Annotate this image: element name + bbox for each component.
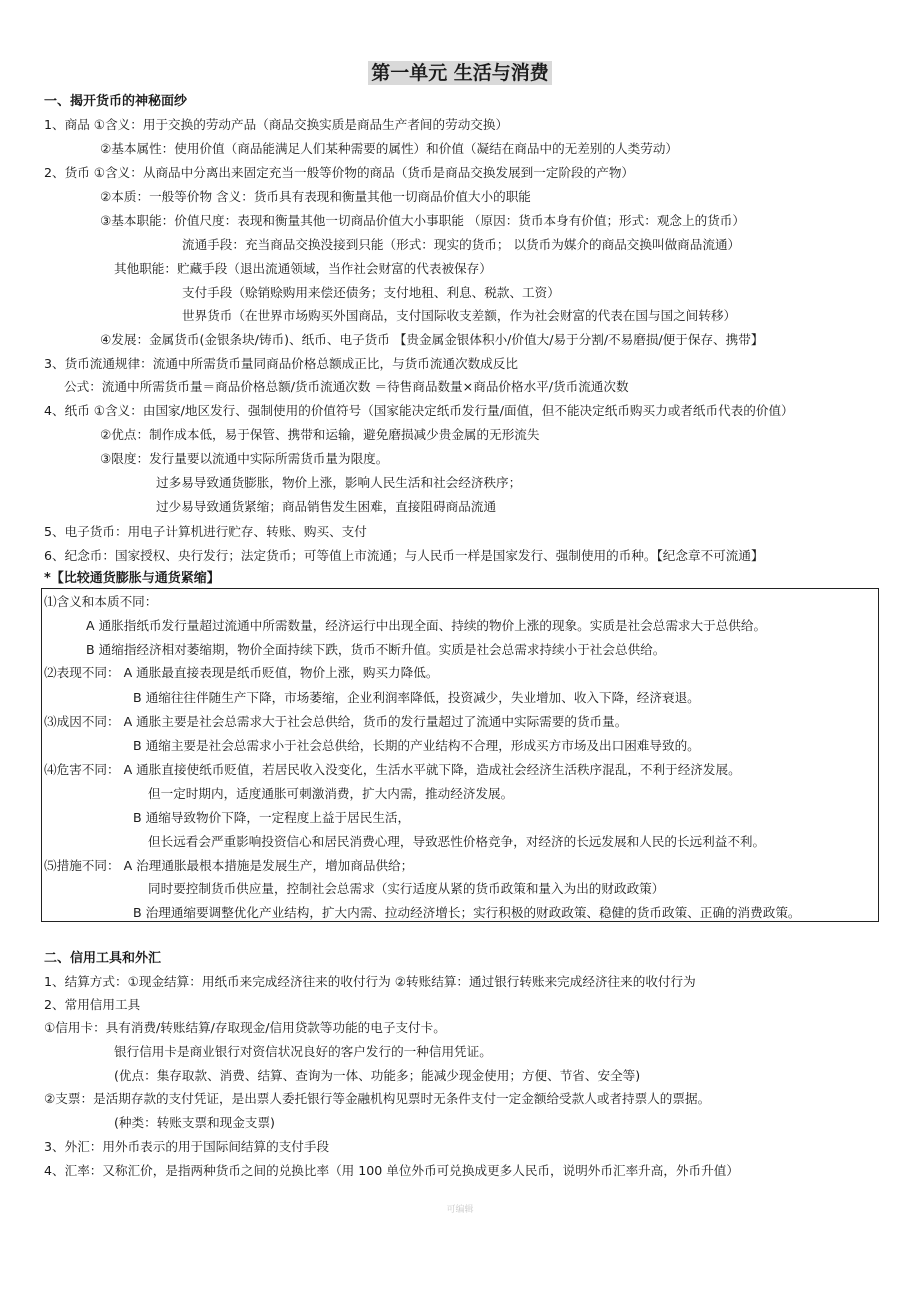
s1-line: ②优点：制作成本低，易于保管、携带和运输，避免磨损减少贵金属的无形流失 — [100, 427, 540, 442]
s2-line: ①信用卡：具有消费/转账结算/存取现金/信用贷款等功能的电子支付卡。 — [44, 1020, 446, 1035]
s1-line: 3、货币流通规律：流通中所需货币量同商品价格总额成正比，与货币流通次数成反比 — [44, 356, 518, 371]
compare-line: B 通缩主要是社会总需求小于社会总供给，长期的产业结构不合理，形成买方市场及出口困难导致的。 — [133, 738, 700, 753]
compare-line: B 通缩指经济相对萎缩期，物价全面持续下跌，货币不断升值。实质是社会总需求持续小于社会总供给。 — [86, 642, 666, 657]
s1-line: ②基本属性：使用价值（商品能满足人们某种需要的属性）和价值（凝结在商品中的无差别的人类劳动） — [100, 141, 679, 156]
s1-line: 4、纸币 ①含义：由国家/地区发行、强制使用的价值符号（国家能决定纸币发行量/面值，但不能决定纸币购买力或者纸币代表的价值） — [44, 403, 794, 418]
compare-line: A 通胀指纸币发行量超过流通中所需数量，经济运行中出现全面、持续的物价上涨的现象。实质是社会总需求大于总供给。 — [86, 618, 767, 633]
s1-line: 1、商品 ①含义：用于交换的劳动产品（商品交换实质是商品生产者间的劳动交换） — [44, 117, 509, 132]
s2-line: 3、外汇：用外币表示的用于国际间结算的支付手段 — [44, 1139, 330, 1154]
s1-line: 世界货币（在世界市场购买外国商品，支付国际收支差额，作为社会财富的代表在国与国之间转移） — [182, 308, 737, 323]
compare-line: B 通缩往往伴随生产下降，市场萎缩，企业利润率降低，投资减少，失业增加、收入下降，经济衰退。 — [133, 690, 700, 705]
s1-line: ②本质：一般等价物 含义：货币具有表现和衡量其他一切商品价值大小的职能 — [100, 189, 531, 204]
s1-line: 2、货币 ①含义：从商品中分离出来固定充当一般等价物的商品（货币是商品交换发展到一定阶段的产物） — [44, 165, 635, 180]
s1-line: 5、电子货币：用电子计算机进行贮存、转账、购买、支付 — [44, 524, 367, 539]
section1-heading: 一、揭开货币的神秘面纱 — [44, 94, 188, 109]
s2-line: 2、常用信用工具 — [44, 997, 141, 1012]
s2-line: 银行信用卡是商业银行对资信状况良好的客户发行的一种信用凭证。 — [114, 1044, 492, 1059]
compare-line: 但长远看会严重影响投资信心和居民消费心理，导致恶性价格竞争，对经济的长远发展和人民的长远利益不利。 — [148, 834, 766, 849]
compare-line: 但一定时期内，适度通胀可刺激消费，扩大内需，推动经济发展。 — [148, 786, 514, 801]
s1-line: 支付手段（赊销赊购用来偿还债务；支付地租、利息、税款、工资） — [182, 285, 560, 300]
s1-line: 过少易导致通货紧缩；商品销售发生困难，直接阻碍商品流通 — [156, 499, 497, 514]
s2-line: ②支票：是活期存款的支付凭证，是出票人委托银行等金融机构见票时无条件支付一定金额给受款人或者持票人的票据。 — [44, 1091, 711, 1106]
s1-line: 公式：流通中所需货币量＝商品价格总额/货币流通次数 ＝待售商品数量×商品价格水平/货币流通次数 — [64, 379, 629, 394]
s1-line: 其他职能：贮藏手段（退出流通领域，当作社会财富的代表被保存） — [114, 261, 492, 276]
s1-line: 6、纪念币：国家授权、央行发行；法定货币；可等值上市流通；与人民币一样是国家发行、强制使用的币种。【纪念章不可流通】 — [44, 548, 764, 563]
compare-line: ⑵表现不同： A 通胀最直接表现是纸币贬值，物价上涨，购买力降低。 — [44, 665, 439, 680]
compare-line: ⑴含义和本质不同： — [44, 594, 158, 609]
compare-line: ⑸措施不同： A 治理通胀最根本措施是发展生产，增加商品供给； — [44, 858, 414, 873]
watermark: 可编辑 — [446, 1205, 474, 1215]
compare-line: ⑷危害不同： A 通胀直接使纸币贬值，若居民收入没变化，生活水平就下降，造成社会经济生活秩序混乱，不利于经济发展。 — [44, 762, 741, 777]
s1-line: 过多易导致通货膨胀，物价上涨，影响人民生活和社会经济秩序； — [156, 475, 522, 490]
section2-heading: 二、信用工具和外汇 — [44, 951, 162, 966]
s2-line: (优点：集存取款、消费、结算、查询为一体、功能多；能减少现金使用；方便、节省、安全等) — [114, 1068, 641, 1083]
s1-line: ④发展：金属货币(金银条块/铸币)、纸币、电子货币 【贵金属金银体积小/价值大/易于分割/不易磨损/便于保存、携带】 — [100, 332, 764, 347]
page-title: 第一单元 生活与消费 — [0, 58, 920, 85]
compare-line: B 通缩导致物价下降，一定程度上益于居民生活， — [133, 810, 411, 825]
s2-line: 4、汇率：又称汇价，是指两种货币之间的兑换比率（用 100 单位外币可兑换成更多人民币，说明外币汇率升高，外币升值） — [44, 1163, 739, 1178]
compare-line: ⑶成因不同： A 通胀主要是社会总需求大于社会总供给，货币的发行量超过了流通中实际需要的货币量。 — [44, 714, 628, 729]
s1-line: 流通手段：充当商品交换没接到只能（形式：现实的货币； 以货币为媒介的商品交换叫做商品流通） — [182, 237, 741, 252]
s2-line: (种类：转账支票和现金支票) — [114, 1115, 275, 1130]
compare-line: B 治理通缩要调整优化产业结构，扩大内需、拉动经济增长；实行积极的财政政策、稳健的货币政策、正确的消费政策。 — [133, 905, 801, 920]
s1-line: ③基本职能：价值尺度：表现和衡量其他一切商品价值大小事职能 （原因：货币本身有价值；形式：观念上的货币） — [100, 213, 745, 228]
compare-heading: *【比较通货膨胀与通货紧缩】 — [44, 571, 220, 586]
s2-line: 1、结算方式：①现金结算：用纸币来完成经济往来的收付行为 ②转账结算：通过银行转账来完成经济往来的收付行为 — [44, 974, 696, 989]
s1-line: ③限度：发行量要以流通中实际所需货币量为限度。 — [100, 451, 389, 466]
compare-line: 同时要控制货币供应量，控制社会总需求（实行适度从紧的货币政策和量入为出的财政政策） — [148, 881, 665, 896]
